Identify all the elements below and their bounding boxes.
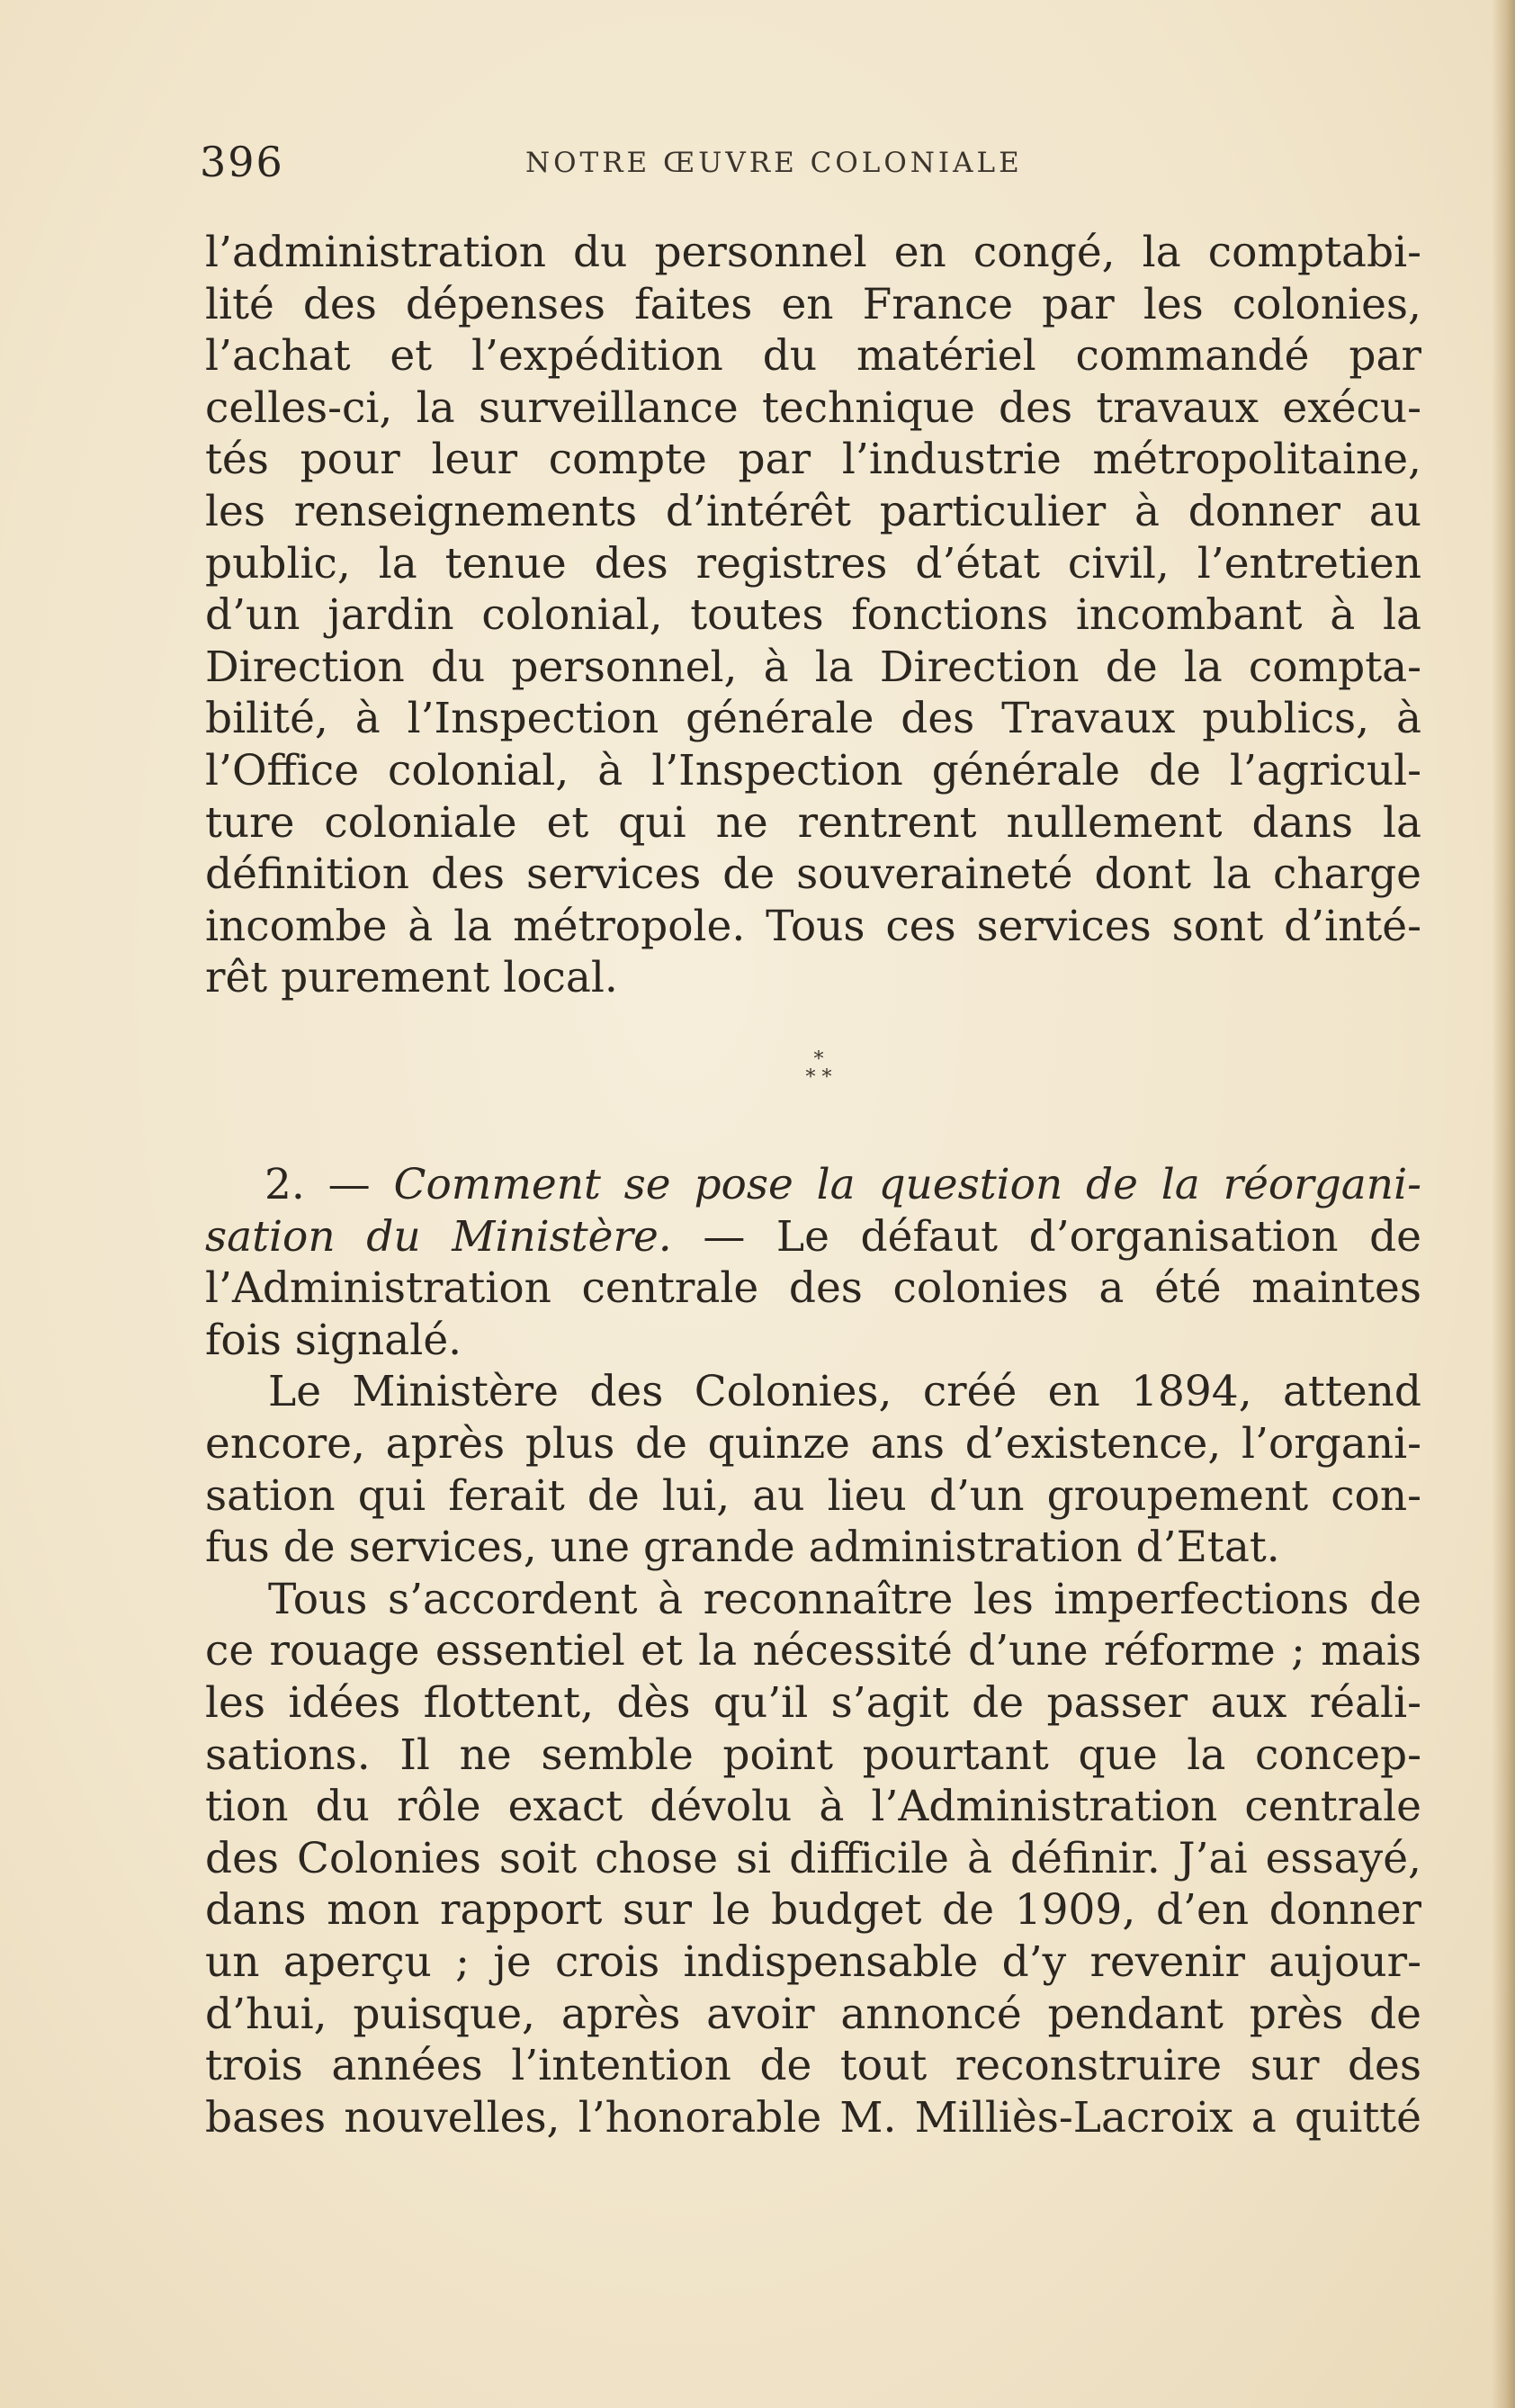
text-line: Le Ministère des Colonies, créé en 1894, attend bbox=[268, 1367, 1421, 1417]
text-line: les renseignements d’intérêt particulier à donner au bbox=[205, 486, 1421, 536]
text-line: un aperçu ; je crois indispensable d’y revenir aujour- bbox=[205, 1936, 1421, 1987]
text-line: public, la tenue des registres d’état civil, l’entretien bbox=[205, 538, 1421, 589]
text-line: lité des dépenses faites en France par les colonies, bbox=[205, 279, 1421, 329]
text-line: l’achat et l’expédition du matériel commandé par bbox=[205, 331, 1421, 382]
text-line: dans mon rapport sur le budget de 1909, d’en donner bbox=[205, 1885, 1421, 1936]
text-line: sation qui ferait de lui, au lieu d’un groupement con- bbox=[205, 1470, 1421, 1521]
text-line: tés pour leur compte par l’industrie métropolitaine, bbox=[205, 435, 1421, 485]
text-line: trois années l’intention de tout reconstruire sur des bbox=[205, 2041, 1421, 2091]
section-title-part-2: sation du Ministère. bbox=[205, 1211, 672, 1262]
text-line: l’administration du personnel en congé, la comptabi- bbox=[205, 228, 1421, 277]
text-line: Direction du personnel, à la Direction de la compta- bbox=[205, 642, 1421, 692]
text-line: bilité, à l’Inspection générale des Travaux publics, à bbox=[205, 694, 1421, 744]
text-line: d’hui, puisque, après avoir annoncé pendant près de bbox=[205, 1989, 1421, 2039]
section-heading-line bbox=[205, 1211, 1421, 1263]
text-line: sations. Il ne semble point pourtant que la concep- bbox=[205, 1730, 1421, 1780]
text-line: encore, après plus de quinze ans d’existence, l’organi- bbox=[205, 1418, 1421, 1469]
text-line: ce rouage essentiel et la nécessité d’une réforme ; mais bbox=[205, 1626, 1421, 1676]
text-line: des Colonies soit chose si difficile à définir. J’ai essayé, bbox=[205, 1833, 1421, 1883]
text-line: Tous s’accordent à reconnaître les imperfections de bbox=[268, 1574, 1421, 1624]
page-number: 396 bbox=[200, 138, 284, 186]
text-line: l’Office colonial, à l’Inspection générale de l’agricul- bbox=[205, 745, 1421, 795]
text-line: définition des services de souveraineté dont la charge bbox=[205, 849, 1421, 900]
section-intro-text: — Le défaut d’organisation de bbox=[703, 1211, 1421, 1262]
asterism-bottom: * * bbox=[805, 1066, 832, 1089]
asterism-top: * bbox=[813, 1048, 824, 1071]
text-line: bases nouvelles, l’honorable M. Milliès-Lacroix a quitté bbox=[205, 2092, 1421, 2143]
paragraph-continued bbox=[205, 227, 1421, 1004]
section-2 bbox=[205, 1159, 1421, 2143]
text-line: fois signalé. bbox=[205, 1315, 462, 1365]
text-line: tion du rôle exact dévolu à l’Administration centrale bbox=[205, 1782, 1421, 1832]
running-title: NOTRE ŒUVRE COLONIALE bbox=[525, 147, 1023, 179]
text-line: celles-ci, la surveillance technique des travaux exécu- bbox=[205, 382, 1421, 433]
text-line: rêt purement local. bbox=[205, 953, 618, 1003]
text-line: les idées flottent, dès qu’il s’agit de passer aux réali- bbox=[205, 1677, 1421, 1728]
text-line: ture coloniale et qui ne rentrent nullement dans la bbox=[205, 797, 1421, 848]
text-line: d’un jardin colonial, toutes fonctions incombant à la bbox=[205, 590, 1421, 641]
section-heading-line bbox=[205, 1159, 1421, 1211]
section-title-part-1: Comment se pose la question de la réorgani- bbox=[393, 1160, 1421, 1209]
page-edge-shadow bbox=[1492, 0, 1515, 2408]
page-header bbox=[200, 135, 1423, 189]
asterism-separator bbox=[783, 1048, 855, 1105]
section-number: 2. — bbox=[264, 1160, 371, 1209]
text-line: l’Administration centrale des colonies a été maintes bbox=[205, 1263, 1421, 1314]
text-line: fus de services, une grande administration d’Etat. bbox=[205, 1523, 1280, 1573]
text-line: incombe à la métropole. Tous ces services sont d’inté- bbox=[205, 901, 1421, 951]
